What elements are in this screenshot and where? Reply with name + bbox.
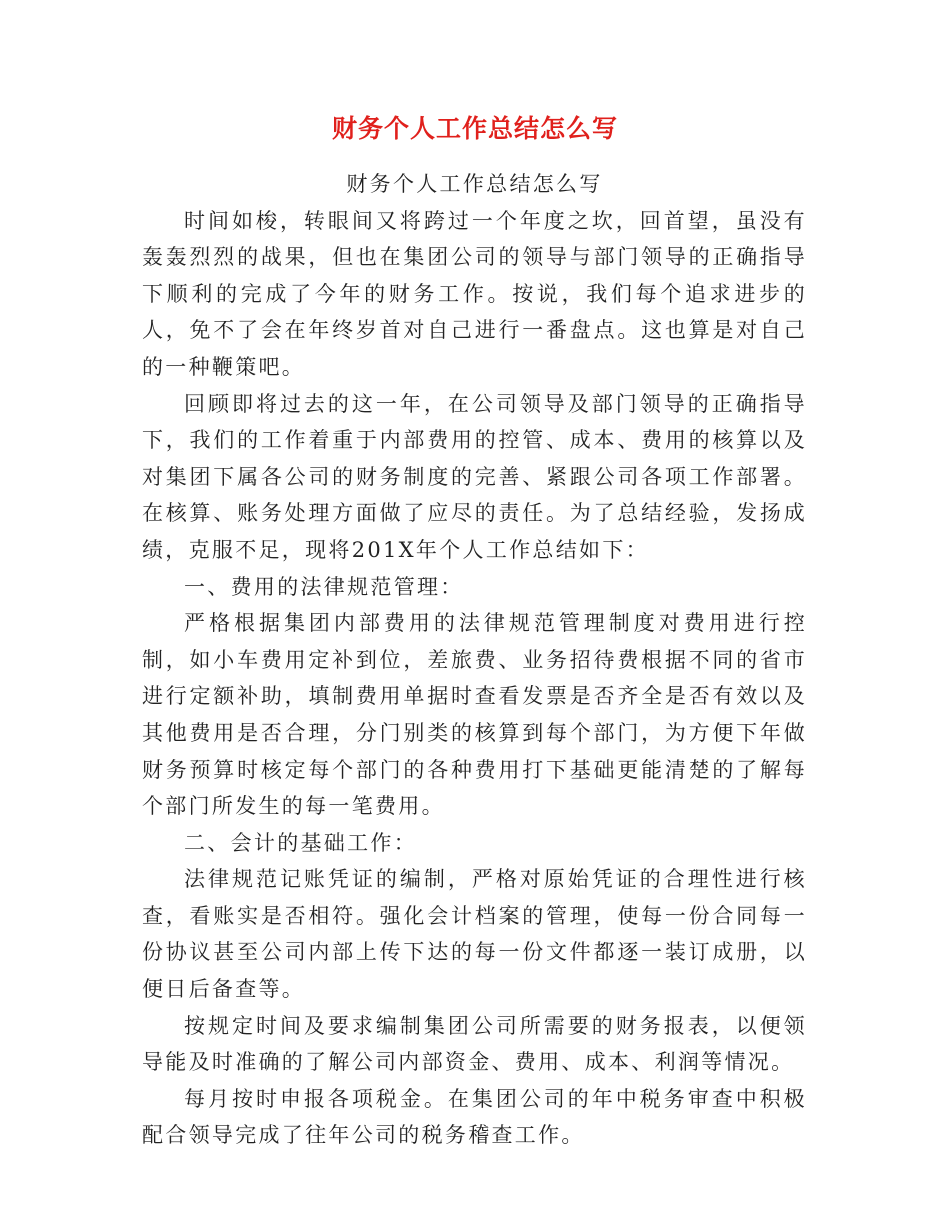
paragraph-review: 回顾即将过去的这一年，在公司领导及部门领导的正确指导下，我们的工作着重于内部费用的控管、成本、费用的核算以及对集团下属各公司的财务制度的完善、紧跟公司各项工作部署。在核算、账务处理方面做了应尽的责任。为了总结经验，发扬成绩，克服不足，现将201X年个人工作总结如下： <box>142 391 807 562</box>
paragraph-taxes: 每月按时申报各项税金。在集团公司的年中税务审查中积极配合领导完成了往年公司的税务稽查工作。 <box>142 1086 807 1148</box>
section-heading-expense: 一、费用的法律规范管理： <box>184 574 464 599</box>
paragraph-reports: 按规定时间及要求编制集团公司所需要的财务报表，以便领导能及时准确的了解公司内部资金、费用、成本、利润等情况。 <box>142 1013 807 1075</box>
paragraph-expense: 严格根据集团内部费用的法律规范管理制度对费用进行控制，如小车费用定补到位，差旅费、业务招待费根据不同的省市进行定额补助，填制费用单据时查看发票是否齐全是否有效以及其他费用是否合理，分门别类的核算到每个部门，为方便下年做财务预算时核定每个部门的各种费用打下基础更能清楚的了解每个部门所发生的每一笔费用。 <box>142 611 807 819</box>
document-subtitle: 财务个人工作总结怎么写 <box>346 172 603 196</box>
section-heading-accounting: 二、会计的基础工作： <box>184 830 417 855</box>
document-title: 财务个人工作总结怎么写 <box>331 114 618 143</box>
paragraph-intro: 时间如梭，转眼间又将跨过一个年度之坎，回首望，虽没有轰轰烈烈的战果，但也在集团公司的领导与部门领导的正确指导下顺利的完成了今年的财务工作。按说，我们每个追求进步的人，免不了会在年终岁首对自己进行一番盘点。这也算是对自己的一种鞭策吧。 <box>142 208 807 379</box>
paragraph-accounting: 法律规范记账凭证的编制，严格对原始凭证的合理性进行核查，看账实是否相符。强化会计档案的管理，使每一份合同每一份协议甚至公司内部上传下达的每一份文件都逐一装订成册，以便日后备查等。 <box>142 867 807 1002</box>
document-body <box>142 166 807 1154</box>
